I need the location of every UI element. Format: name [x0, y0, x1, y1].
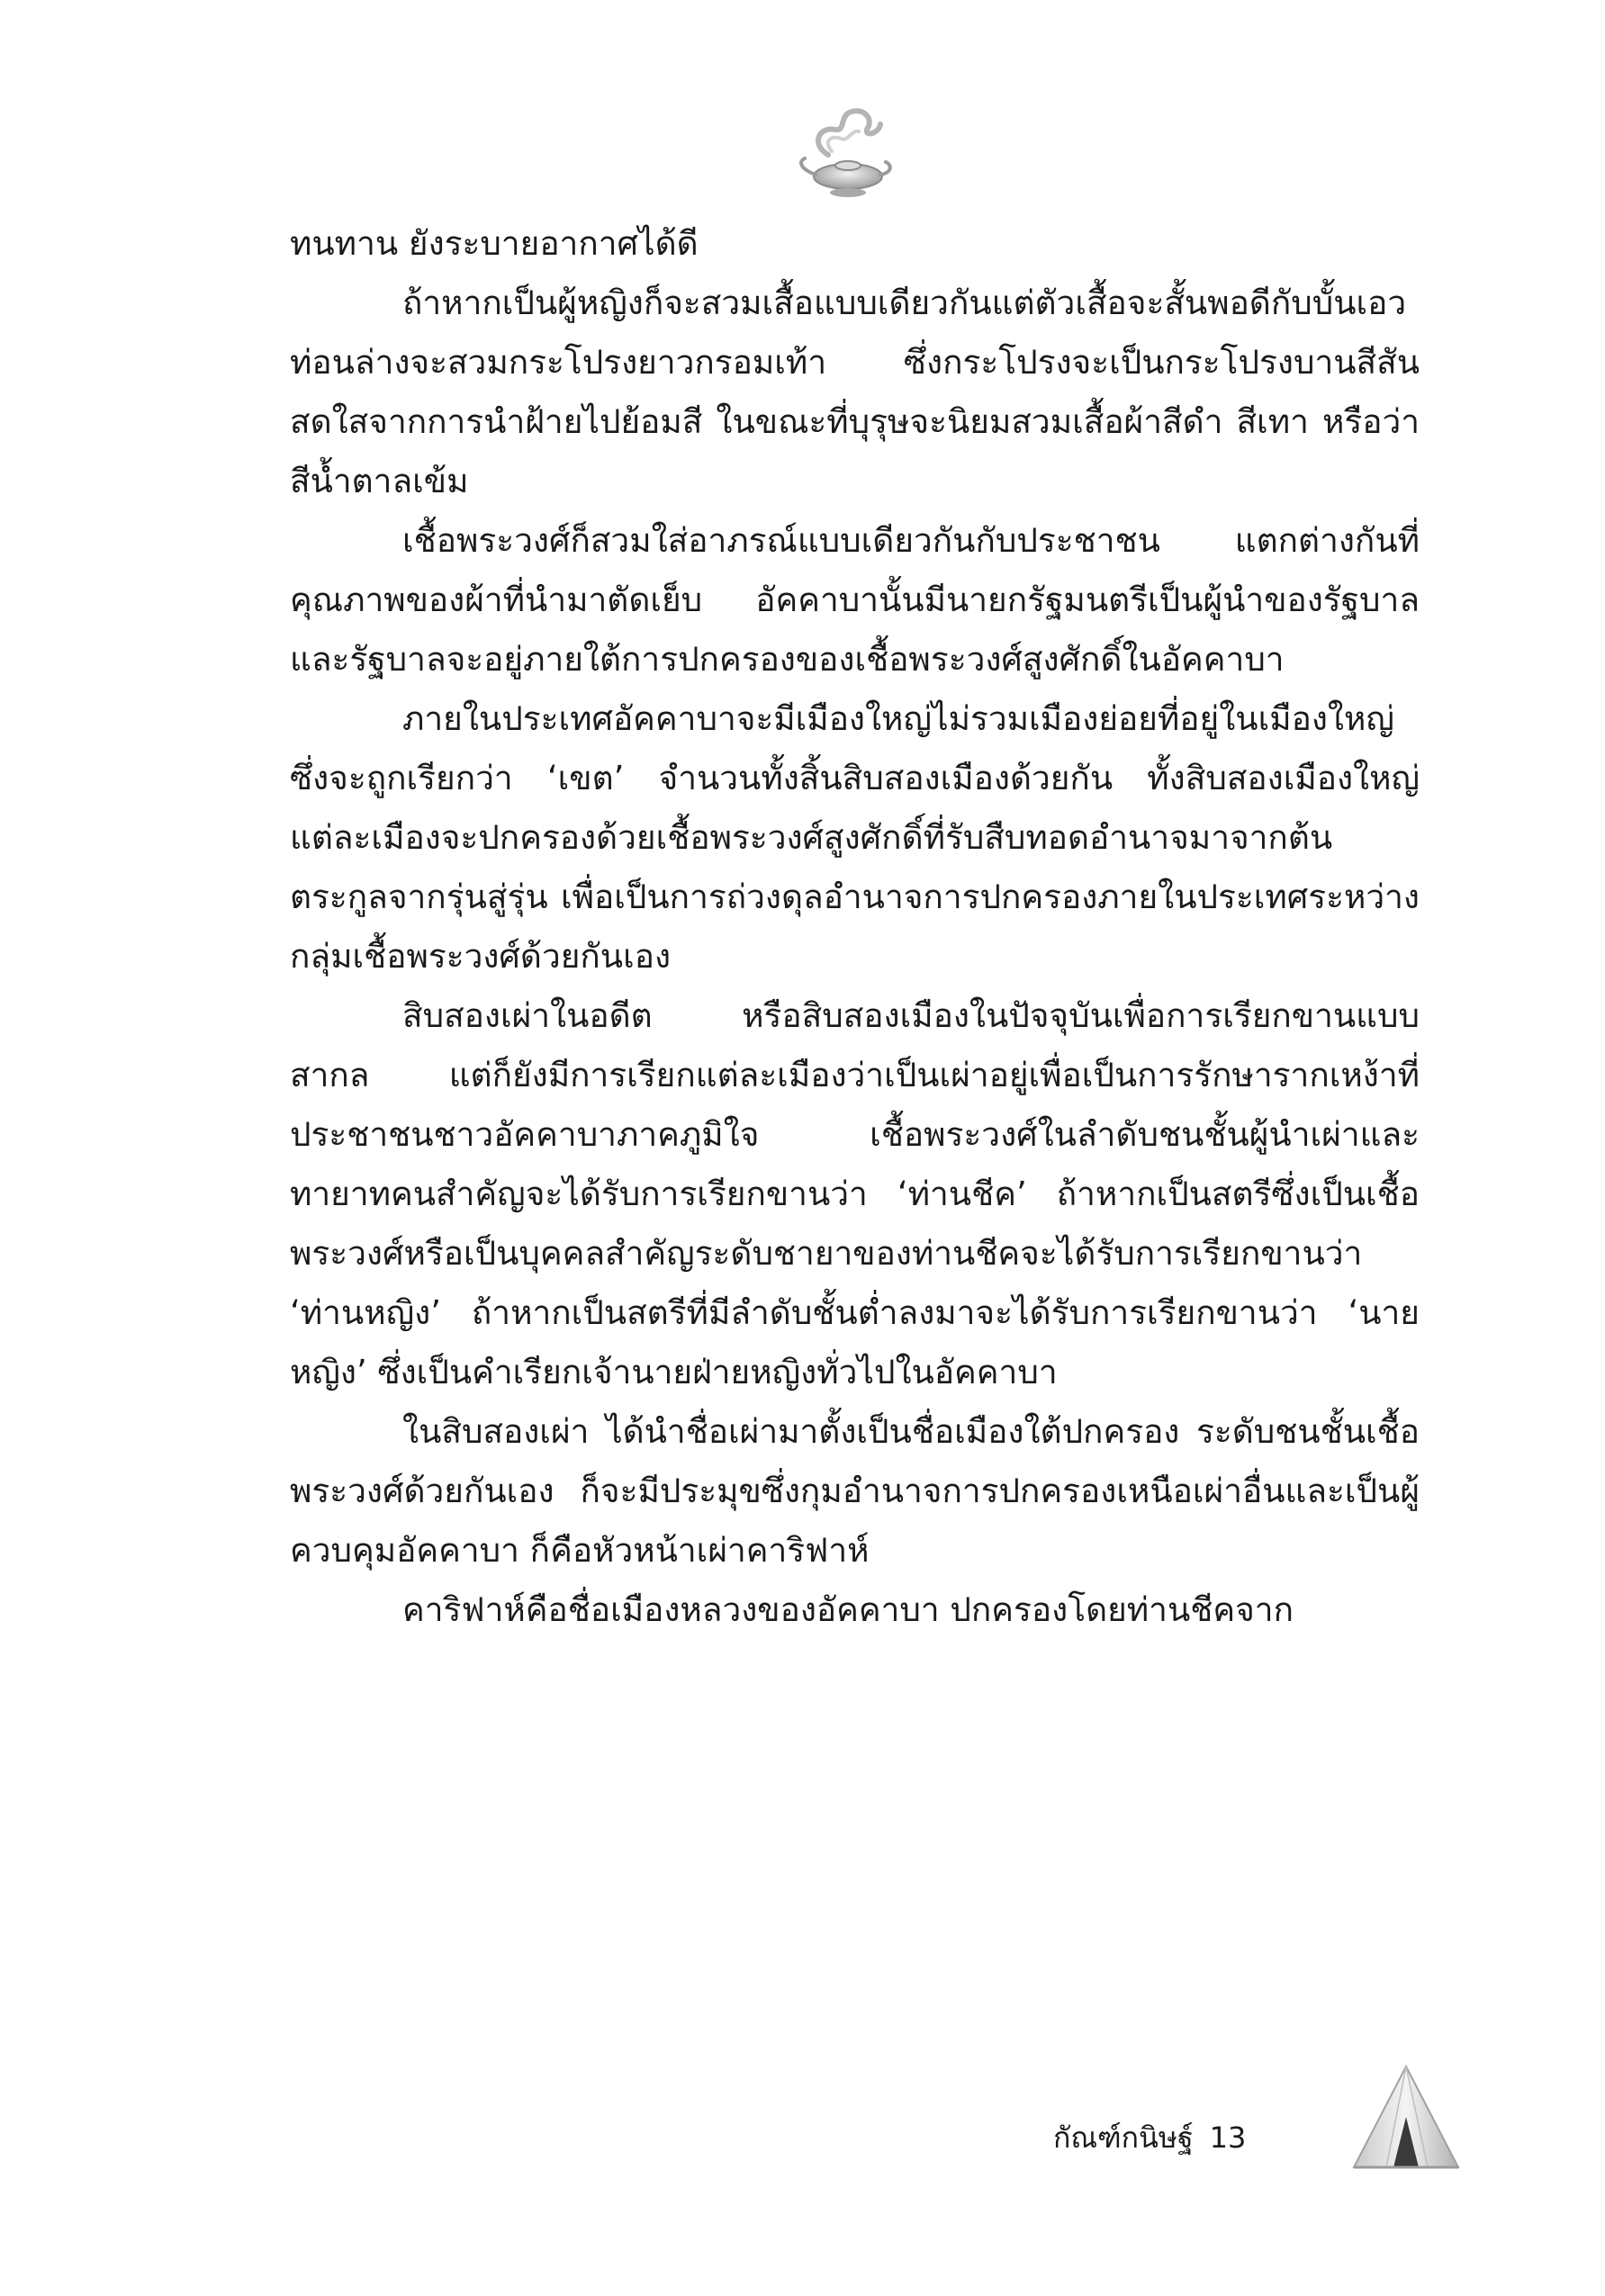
paragraph-1: ทนทาน ยังระบายอากาศได้ดี	[290, 224, 699, 263]
paragraph-2: ถ้าหากเป็นผู้หญิงก็จะสวมเสื้อแบบเดียวกันแต่ตัวเสื้อจะสั้นพอดีกับบั้นเอว ท่อนล่างจะสวมกระโปรงยาวกรอมเท้า ซึ่งกระโปรงจะเป็นกระโปรงบานสีสันสดใสจากการนำฝ้ายไปย้อมสี ในขณะที่บุรุษจะนิยมสวมเสื้อผ้าสีดำ สีเทา หรือว่าสีน้ำตาลเข้ม	[290, 284, 1420, 500]
paragraph-4: ภายในประเทศอัคคาบาจะมีเมืองใหญ่ไม่รวมเมืองย่อยที่อยู่ในเมืองใหญ่ซึ่งจะถูกเรียกว่า ‘เขต’ จำนวนทั้งสิ้นสิบสองเมืองด้วยกัน ทั้งสิบสองเมืองใหญ่ แต่ละเมืองจะปกครองด้วยเชื้อพระวงศ์สูงศักดิ์ที่รับสืบทอดอำนาจมาจากต้นตระกูลจากรุ่นสู่รุ่น เพื่อเป็นการถ่วงดุลอำนาจการปกครองภายในประเทศระหว่างกลุ่มเชื้อพระวงศ์ด้วยกันเอง	[290, 699, 1420, 976]
tent-icon	[1350, 2061, 1463, 2178]
paragraph-6: ในสิบสองเผ่า ได้นำชื่อเผ่ามาตั้งเป็นชื่อเมืองใต้ปกครอง ระดับชนชั้นเชื้อพระวงศ์ด้วยกันเอง ก็จะมีประมุขซึ่งกุมอำนาจการปกครองเหนือเผ่าอื่นและเป็นผู้ควบคุมอัคคาบา ก็คือหัวหน้าเผ่าคาริฟาห์	[290, 1412, 1420, 1570]
page-footer	[1053, 2115, 1246, 2160]
body-text	[290, 214, 1420, 1640]
paragraph-3: เชื้อพระวงศ์ก็สวมใส่อาภรณ์แบบเดียวกันกับประชาชน แตกต่างกันที่คุณภาพของผ้าที่นำมาตัดเย็บ อัคคาบานั้นมีนายกรัฐมนตรีเป็นผู้นำของรัฐบาล และรัฐบาลจะอยู่ภายใต้การปกครองของเชื้อพระวงศ์สูงศักดิ์ในอัคคาบา	[290, 521, 1420, 679]
book-title: กัณฑ์กนิษฐ์	[1053, 2120, 1194, 2155]
page-number: 13	[1209, 2120, 1247, 2155]
paragraph-5: สิบสองเผ่าในอดีต หรือสิบสองเมืองในปัจจุบันเพื่อการเรียกขานแบบสากล แต่ก็ยังมีการเรียกแต่ละเมืองว่าเป็นเผ่าอยู่เพื่อเป็นการรักษารากเหง้าที่ประชาชนชาวอัคคาบาภาคภูมิใจ เชื้อพระวงศ์ในลำดับชนชั้นผู้นำเผ่าและทายาทคนสำคัญจะได้รับการเรียกขานว่า ‘ท่านชีค’ ถ้าหากเป็นสตรีซึ่งเป็นเชื้อพระวงศ์หรือเป็นบุคคลสำคัญระดับชายาของท่านชีคจะได้รับการเรียกขานว่า ‘ท่านหญิง’ ถ้าหากเป็นสตรีที่มีลำดับชั้นต่ำลงมาจะได้รับการเรียกขานว่า ‘นายหญิง’ ซึ่งเป็นคำเรียกเจ้านายฝ่ายหญิงทั่วไปในอัคคาบา	[290, 996, 1420, 1391]
paragraph-7: คาริฟาห์คือชื่อเมืองหลวงของอัคคาบา ปกครองโดยท่านชีคจาก	[402, 1590, 1294, 1629]
genie-lamp-icon	[792, 99, 900, 207]
